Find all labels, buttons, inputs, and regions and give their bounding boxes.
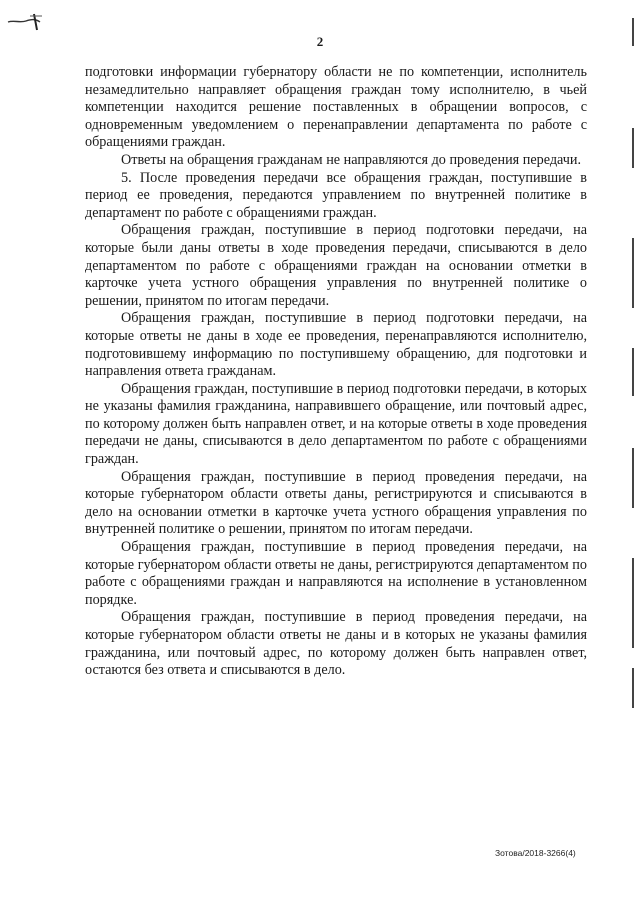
paragraph-continuation: подготовки информации губернатору области не по компетенции, исполнитель незамедлительно направляет обращения граждан тому исполнителю, в чьей компетенции находится решение поставленных в обращении вопросов, с одновременным уведомлением о перенаправлении департамента по работе с обращениями граждан. — [85, 64, 587, 151]
document-body — [85, 64, 587, 680]
paragraph-live-unanswered: Обращения граждан, поступившие в период проведения передачи, на которые губернатором области ответы не даны, регистрируются департаментом по работе с обращениями граждан и направляются на исполнение в установленном порядке. — [85, 539, 587, 608]
paragraph-prep-unanswered: Обращения граждан, поступившие в период подготовки передачи, на которые ответы не даны в ходе ее проведения, перенаправляются исполнителю, подготовившему информацию по поступившему обращению, для подготовки и направления ответа гражданам. — [85, 310, 587, 380]
paragraph-prep-anonymous: Обращения граждан, поступившие в период подготовки передачи, в которых не указаны фамилия гражданина, направившего обращение, или почтовый адрес, по которому должен быть направлен ответ, и на которые ответы в ходе проведения передачи не даны, списываются в дело департаментом по работе с обращениями граждан. — [85, 380, 587, 468]
paragraph-live-anonymous: Обращения граждан, поступившие в период проведения передачи, на которые губернатором области ответы не даны и в которых не указаны фамилия гражданина, или почтовый адрес, по которому должен быть направлен ответ, остаются без ответа и списываются в дело. — [85, 609, 587, 679]
page-number: 2 — [316, 34, 324, 49]
paragraph-live-answered: Обращения граждан, поступившие в период проведения передачи, на которые губернатором области ответы даны, регистрируются и списываются в дело на основании отметки в карточке учета устного обращения управления по внутренней политике о решении, принятом по итогам передачи. — [85, 468, 587, 538]
paragraph-replies-not-sent: Ответы на обращения гражданам не направляются до проведения передачи. — [121, 151, 582, 168]
paragraph-item-5: 5. После проведения передачи все обращения граждан, поступившие в период ее проведения, передаются управлением по внутренней политике в департамент по работе с обращениями граждан. — [85, 169, 587, 221]
document-reference: Зотова/2018-3266(4) — [495, 848, 576, 858]
scan-smudge-mark — [6, 10, 46, 32]
scan-edge-lines — [632, 18, 634, 708]
paragraph-prep-answered: Обращения граждан, поступившие в период подготовки передачи, на которые были даны ответы в ходе проведения передачи, списываются в дело департаментом по работе с обращениями граждан на основании отметки в карточке учета устного обращения управления по внутренней политике о решении, принятом по итогам передачи. — [85, 222, 587, 309]
